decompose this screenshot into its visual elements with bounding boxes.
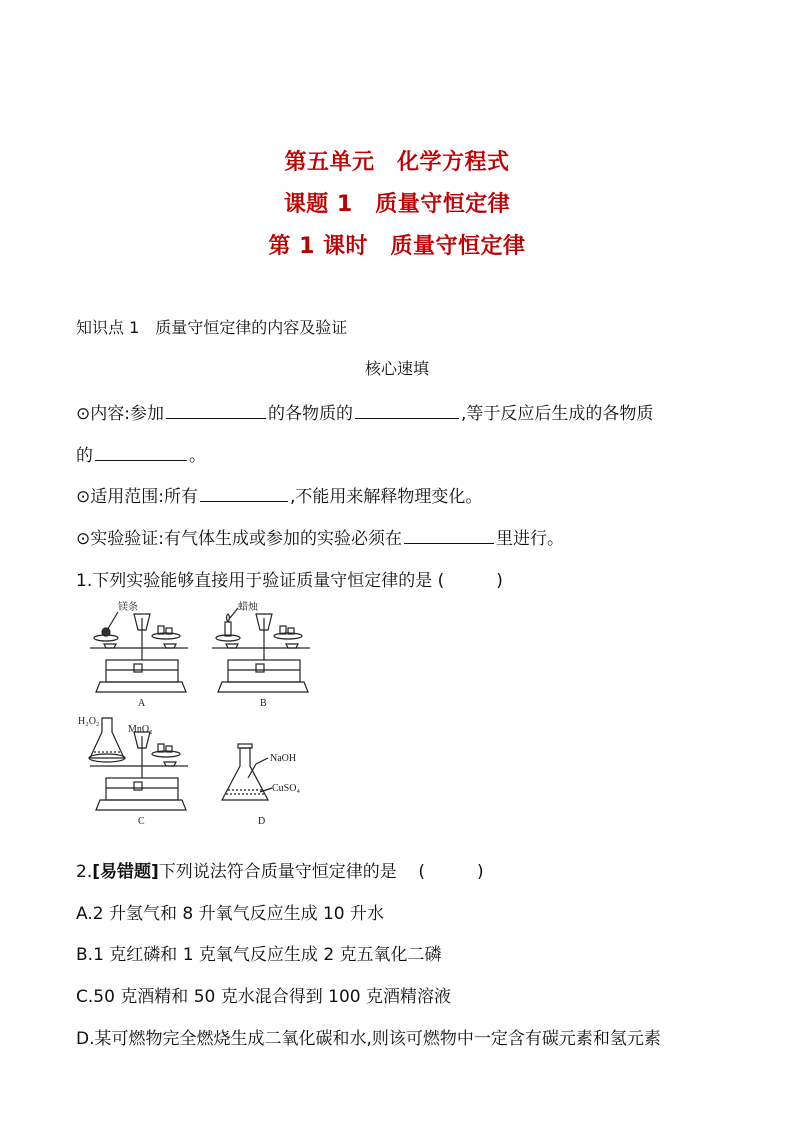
label-candle: 蜡烛 <box>238 602 258 613</box>
knowledge-heading: 知识点 1 质量守恒定律的内容及验证 <box>76 318 348 337</box>
q1-figure <box>76 600 336 836</box>
blank-5[interactable] <box>404 527 494 544</box>
caption-c: C <box>138 816 145 827</box>
exp-text-a: ⊙实验验证:有气体生成或参加的实验必须在 <box>76 529 402 549</box>
lesson-title: 课题 1 质量守恒定律 <box>283 192 511 217</box>
q2-tag: [易错题] <box>92 862 159 882</box>
unit-title: 第五单元 化学方程式 <box>284 150 510 175</box>
content-text-b: 的各物质的 <box>267 404 353 424</box>
content-line-2 <box>76 441 206 466</box>
blank-3[interactable] <box>95 444 187 461</box>
q2-stem-text: 下列说法符合质量守恒定律的是 <box>158 862 397 882</box>
q2-option-b[interactable]: B.1 克红磷和 1 克氧气反应生成 2 克五氧化二磷 <box>76 945 442 965</box>
scope-text-b: ,不能用来解释物理变化。 <box>289 487 483 507</box>
blank-4[interactable] <box>200 485 288 502</box>
balance-b <box>212 608 310 692</box>
q2-option-d[interactable]: D.某可燃物完全燃烧生成二氧化碳和水,则该可燃物中一定含有碳元素和氢元素 <box>76 1029 661 1049</box>
q2-close-paren: ) <box>477 862 484 882</box>
balance-a <box>90 612 188 692</box>
knowledge-subheading: 核心速填 <box>364 359 429 378</box>
label-cuso4: CuSO₄ <box>272 783 300 794</box>
blank-1[interactable] <box>166 402 266 419</box>
q1-close-paren: ) <box>496 571 503 591</box>
content-text-c: ,等于反应后生成的各物质 <box>460 404 654 424</box>
caption-b: B <box>260 698 267 709</box>
label-naoh: NaOH <box>270 753 297 764</box>
q2-option-c[interactable]: C.50 克酒精和 50 克水混合得到 100 克酒精溶液 <box>76 987 452 1007</box>
q2-stem <box>76 857 484 882</box>
content-line <box>76 399 653 424</box>
exp-text-b: 里进行。 <box>495 529 564 549</box>
q2-open-paren: ( <box>418 862 426 882</box>
scope-text-a: ⊙适用范围:所有 <box>76 487 198 507</box>
period-title: 第 1 课时 质量守恒定律 <box>268 234 526 259</box>
content-text-d: 的 <box>76 446 93 466</box>
experiment-line <box>76 524 564 549</box>
q2-number: 2. <box>76 862 93 882</box>
q1-stem <box>76 566 503 591</box>
label-h2o2: H₂O₂ <box>78 716 100 727</box>
label-mg: 镁条 <box>118 602 138 613</box>
scope-line <box>76 482 482 507</box>
content-text-a: ⊙内容:参加 <box>76 404 164 424</box>
blank-2[interactable] <box>355 402 459 419</box>
q1-stem-text: 1.下列实验能够直接用于验证质量守恒定律的是 ( <box>76 571 445 591</box>
flask-d <box>222 744 272 800</box>
caption-d: D <box>258 816 266 827</box>
q2-option-a[interactable]: A.2 升氢气和 8 升氧气反应生成 10 升水 <box>76 904 385 924</box>
content-text-e: 。 <box>189 446 206 466</box>
caption-a: A <box>138 698 146 709</box>
label-mno2: MnO₂ <box>128 724 153 735</box>
